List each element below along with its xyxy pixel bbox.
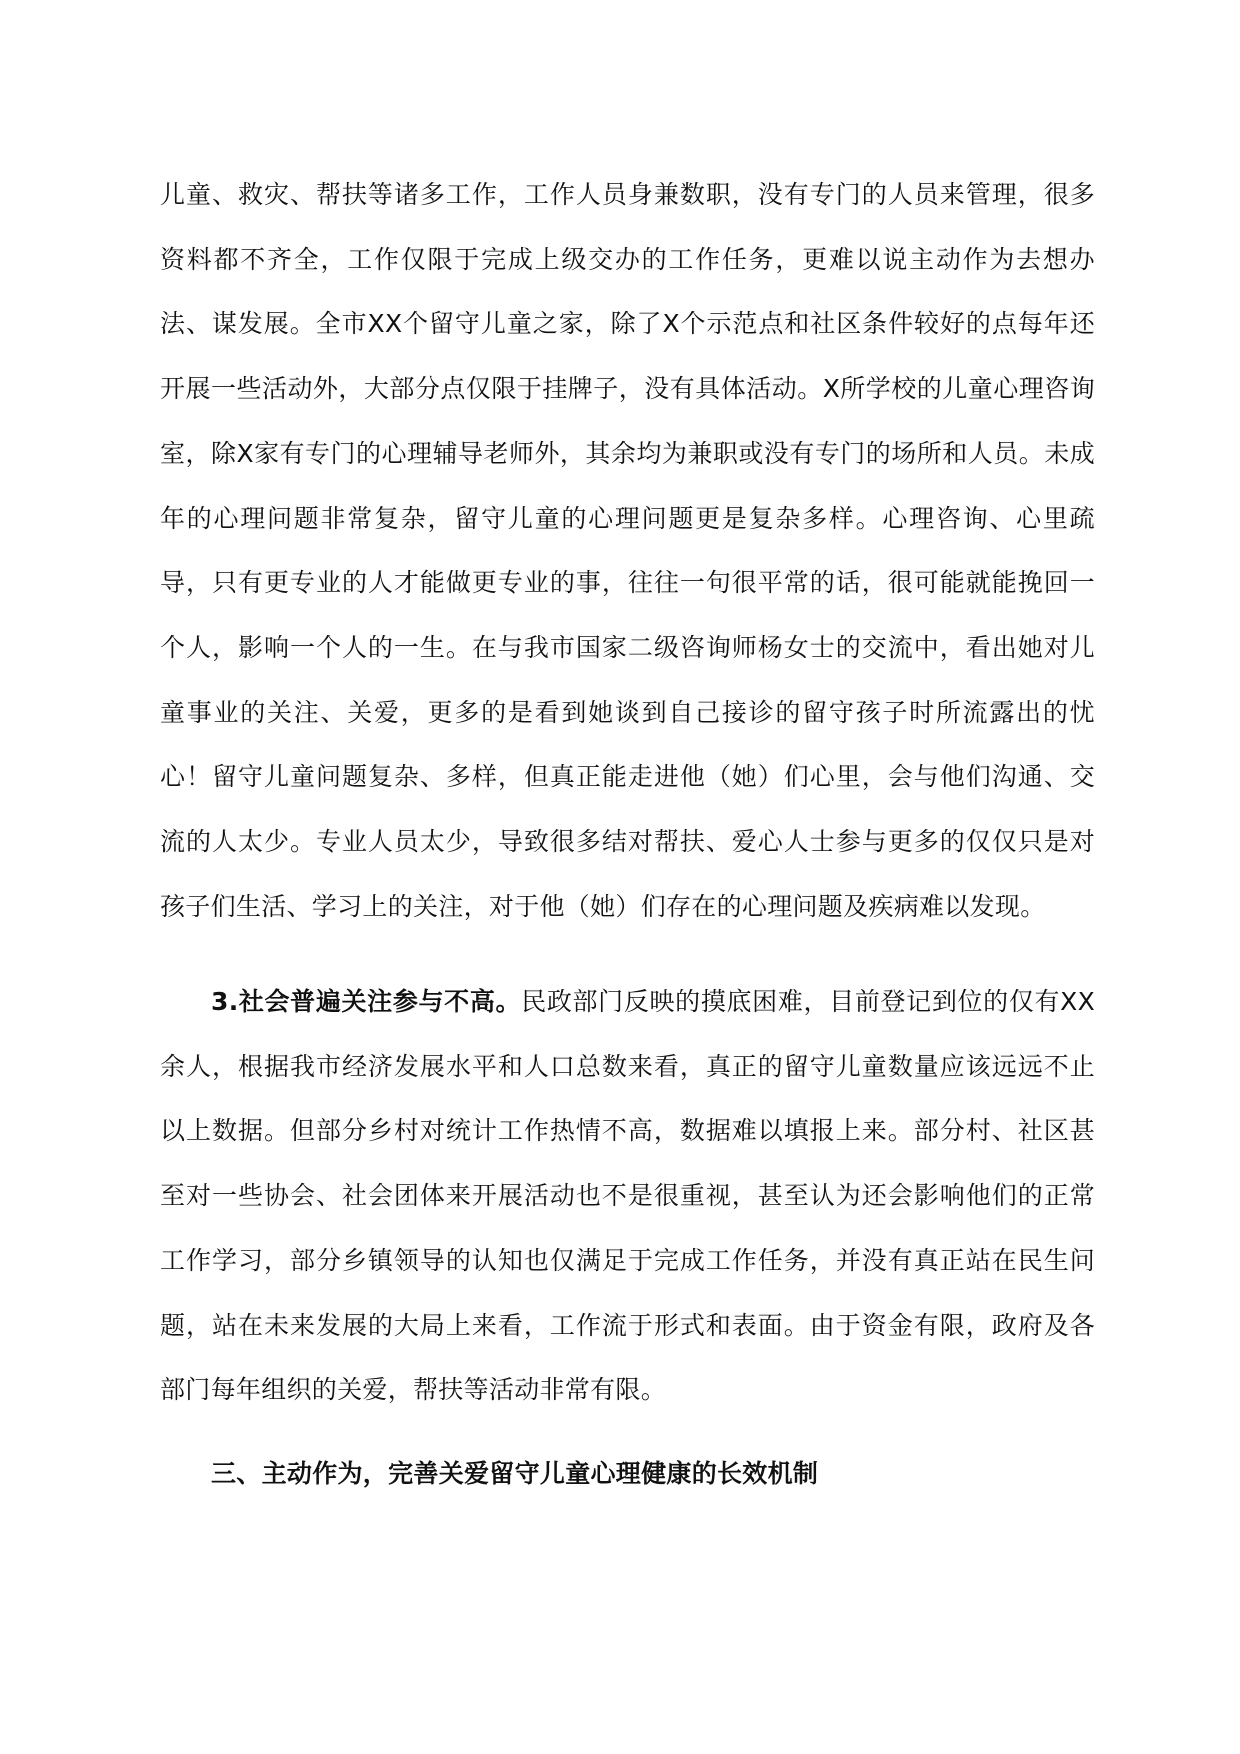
paragraph-social-participation — [160, 970, 1095, 1423]
section-heading: 三、主动作为，完善关爱留守儿童心理健康的长效机制 — [211, 1459, 819, 1488]
paragraph-left-behind-children-services: 儿童、救灾、帮扶等诸多工作，工作人员身兼数职，没有专门的人员来管理，很多资料都不齐全，工作仅限于完成上级交办的工作任务，更难以说主动作为去想办法、谋发展。全市XX个留守儿童之家，除了X个示范点和社区条件较好的点每年还开展一些活动外，大部分点仅限于挂牌子，没有具体活动。X所学校的儿童心理咨询室，除X家有专门的心理辅导老师外，其余均为兼职或没有专门的场所和人员。未成年的心理问题非常复杂，留守儿童的心理问题更是复杂多样。心理咨询、心里疏导，只有更专业的人才能做更专业的事，往往一句很平常的话，很可能就能挽回一个人，影响一个人的一生。在与我市国家二级咨询师杨女士的交流中，看出她对儿童事业的关注、关爱，更多的是看到她谈到自己接诊的留守孩子时所流露出的忧心！留守儿童问题复杂、多样，但真正能走进他（她）们心里，会与他们沟通、交流的人太少。专业人员太少，导致很多结对帮扶、爱心人士参与更多的仅仅只是对孩子们生活、学习上的关注，对于他（她）们存在的心理问题及疾病难以发现。 — [160, 180, 1095, 921]
paragraph-body-text: 民政部门反映的摸底困难，目前登记到位的仅有XX余人，根据我市经济发展水平和人口总数来看，真正的留守儿童数量应该远远不止以上数据。但部分乡村对统计工作热情不高，数据难以填报上来。部分村、社区甚至对一些协会、社会团体来开展活动也不是很重视，甚至认为还会影响他们的正常工作学习，部分乡镇领导的认知也仅满足于完成工作任务，并没有真正站在民生问题，站在未来发展的大局上来看，工作流于形式和表面。由于资金有限，政府及各部门每年组织的关爱，帮扶等活动非常有限。 — [160, 987, 1096, 1405]
paragraph-lead-heading: 3.社会普遍关注参与不高。 — [211, 987, 522, 1016]
